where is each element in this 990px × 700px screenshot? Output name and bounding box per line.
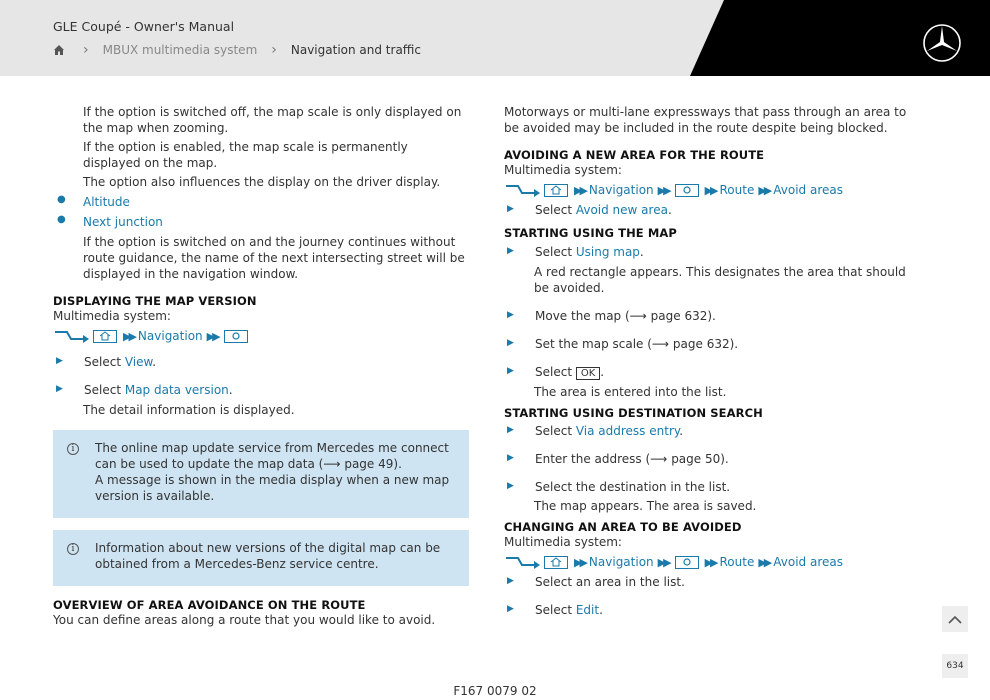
chevron-right-icon: ›: [83, 42, 89, 58]
path-start-arrow-icon: [504, 183, 542, 197]
step-arrow-icon: ▶: [507, 310, 514, 320]
step-text: Select an area in the list.: [535, 575, 685, 589]
mercedes-star-logo: [922, 23, 962, 63]
step-result: A red rectangle appears. This designates the area that should be avoided.: [534, 265, 906, 295]
instruction-step: ▶ Select View.: [53, 354, 469, 370]
paragraph: You can define areas along a route that you would like to avoid.: [53, 613, 436, 627]
list-item: [53, 194, 469, 210]
step-arrow-icon: ▶: [507, 246, 514, 256]
instruction-step: [504, 479, 920, 495]
step-arrow-icon: ▶: [56, 356, 63, 366]
step-result: The area is entered into the list.: [534, 385, 727, 399]
footer-code: F167 0079 02: [453, 684, 537, 698]
step-text: Select: [535, 365, 576, 379]
info-text: The online map update service from Mercedes me connect can be used to update the map data (⟶ page 49).: [95, 441, 449, 471]
header-bar: [0, 0, 990, 76]
section-heading: OVERVIEW OF AREA AVOIDANCE ON THE ROUTE: [53, 598, 366, 612]
bullet-icon: ●: [57, 214, 66, 225]
path-avoid-areas[interactable]: Avoid areas: [773, 555, 843, 569]
instruction-step: [504, 451, 920, 467]
settings-button-icon[interactable]: [675, 184, 699, 197]
path-start-arrow-icon: [504, 555, 542, 569]
step-arrow-icon: ▶: [507, 481, 514, 491]
double-chevron-icon: ▶▶: [657, 183, 669, 197]
double-chevron-icon: ▶▶: [206, 329, 218, 343]
paragraph: The option also influences the display on the driver display.: [83, 175, 441, 189]
path-route[interactable]: Route: [719, 555, 755, 569]
paragraph: If the option is switched on and the journey continues without route guidance, the name of the next intersecting street will be displayed in the navigation window.: [83, 235, 465, 281]
option-link-next-junction[interactable]: Next junction: [83, 215, 163, 229]
double-chevron-icon: ▶▶: [704, 555, 716, 569]
list-item: [53, 214, 469, 230]
menu-path: [53, 326, 469, 346]
menu-path: [504, 180, 920, 200]
section-heading: DISPLAYING THE MAP VERSION: [53, 294, 257, 308]
double-chevron-icon: ▶▶: [574, 555, 585, 569]
step-arrow-icon: ▶: [507, 338, 514, 348]
option-link-altitude[interactable]: Altitude: [83, 195, 130, 209]
info-icon: i: [67, 443, 79, 455]
paragraph: Motorways or multi-lane expressways that pass through an area to be avoided may be included in the route despite being blocked.: [504, 105, 907, 135]
scroll-to-top-button[interactable]: [942, 606, 968, 632]
settings-button-icon[interactable]: [224, 330, 248, 343]
home-button-icon[interactable]: [544, 556, 568, 569]
info-icon: i: [67, 543, 79, 555]
step-text: Select: [535, 424, 576, 438]
double-chevron-icon: ▶▶: [574, 183, 585, 197]
right-column: [504, 104, 920, 618]
instruction-step: [504, 336, 920, 352]
step-text: Set the map scale (⟶ page 632).: [535, 337, 739, 351]
info-box: [53, 430, 469, 518]
chevron-up-icon: [948, 615, 962, 624]
ok-button[interactable]: OK: [576, 367, 600, 380]
section-heading: STARTING USING THE MAP: [504, 226, 677, 240]
double-chevron-icon: ▶▶: [657, 555, 669, 569]
instruction-step: [504, 308, 920, 324]
step-arrow-icon: ▶: [507, 204, 514, 214]
step-result: The map appears. The area is saved.: [534, 499, 757, 513]
paragraph: If the option is enabled, the map scale is permanently displayed on the map.: [83, 140, 408, 170]
step-text: Select: [535, 245, 576, 259]
left-column: [53, 104, 469, 628]
step-text: Select: [535, 603, 576, 617]
menu-link-edit[interactable]: Edit: [575, 603, 600, 617]
section-heading: CHANGING AN AREA TO BE AVOIDED: [504, 520, 742, 534]
manual-title: GLE Coupé - Owner's Manual: [53, 19, 235, 34]
menu-path: [504, 552, 920, 572]
multimedia-label: Multimedia system:: [53, 309, 171, 323]
step-text: Select: [84, 383, 125, 397]
home-button-icon[interactable]: [544, 184, 568, 197]
menu-link-map-data-version[interactable]: Map data version: [124, 383, 229, 397]
menu-link-using-map[interactable]: Using map: [575, 245, 640, 259]
step-text: Select: [84, 355, 125, 369]
step-arrow-icon: ▶: [507, 576, 514, 586]
step-text: Enter the address (⟶ page 50).: [535, 452, 729, 466]
double-chevron-icon: ▶▶: [123, 329, 134, 343]
menu-link-via-address-entry[interactable]: Via address entry: [575, 424, 680, 438]
breadcrumb-link-mbux[interactable]: MBUX multimedia system: [102, 43, 258, 57]
page-number: 634: [942, 654, 968, 678]
paragraph: If the option is switched off, the map scale is only displayed on the map when zooming.: [83, 105, 462, 135]
section-heading: AVOIDING A NEW AREA FOR THE ROUTE: [504, 148, 765, 162]
instruction-step: ▶ Select Map data version.: [53, 382, 469, 398]
info-box: [53, 530, 469, 586]
menu-link-avoid-new-area[interactable]: Avoid new area: [575, 203, 668, 217]
bullet-icon: ●: [57, 194, 66, 205]
home-icon[interactable]: [53, 44, 65, 56]
step-arrow-icon: ▶: [56, 384, 63, 394]
home-button-icon[interactable]: [93, 330, 117, 343]
step-arrow-icon: ▶: [507, 604, 514, 614]
double-chevron-icon: ▶▶: [758, 183, 770, 197]
section-heading: STARTING USING DESTINATION SEARCH: [504, 406, 763, 420]
instruction-step: ▶ Select Via address entry.: [504, 423, 920, 439]
settings-button-icon[interactable]: [675, 556, 699, 569]
step-text: Move the map (⟶ page 632).: [535, 309, 716, 323]
instruction-step: ▶ Select OK .: [504, 364, 920, 380]
breadcrumb-current: Navigation and traffic: [290, 43, 421, 57]
breadcrumb: [53, 42, 421, 58]
step-arrow-icon: ▶: [507, 366, 514, 376]
double-chevron-icon: ▶▶: [704, 183, 716, 197]
path-navigation[interactable]: Navigation: [588, 555, 654, 569]
path-start-arrow-icon: [53, 329, 91, 343]
multimedia-label: Multimedia system:: [504, 163, 622, 177]
step-text: Select: [535, 203, 576, 217]
path-route[interactable]: Route: [719, 183, 755, 197]
step-arrow-icon: ▶: [507, 425, 514, 435]
instruction-step: [504, 574, 920, 590]
menu-link-view[interactable]: View: [124, 355, 153, 369]
double-chevron-icon: ▶▶: [758, 555, 770, 569]
path-navigation[interactable]: Navigation: [137, 329, 203, 343]
multimedia-label: Multimedia system:: [504, 535, 622, 549]
step-arrow-icon: ▶: [507, 453, 514, 463]
path-navigation[interactable]: Navigation: [588, 183, 654, 197]
step-text: Select the destination in the list.: [535, 480, 731, 494]
step-result: The detail information is displayed.: [83, 403, 295, 417]
path-avoid-areas[interactable]: Avoid areas: [773, 183, 843, 197]
instruction-step: ▶ Select Avoid new area.: [504, 202, 920, 218]
instruction-step: ▶ Select Using map.: [504, 244, 920, 260]
info-text: A message is shown in the media display when a new map version is available.: [95, 473, 450, 503]
info-text: Information about new versions of the digital map can be obtained from a Mercedes-Benz service centre.: [95, 541, 441, 571]
chevron-right-icon: ›: [271, 42, 277, 58]
instruction-step: ▶ Select Edit.: [504, 602, 920, 618]
